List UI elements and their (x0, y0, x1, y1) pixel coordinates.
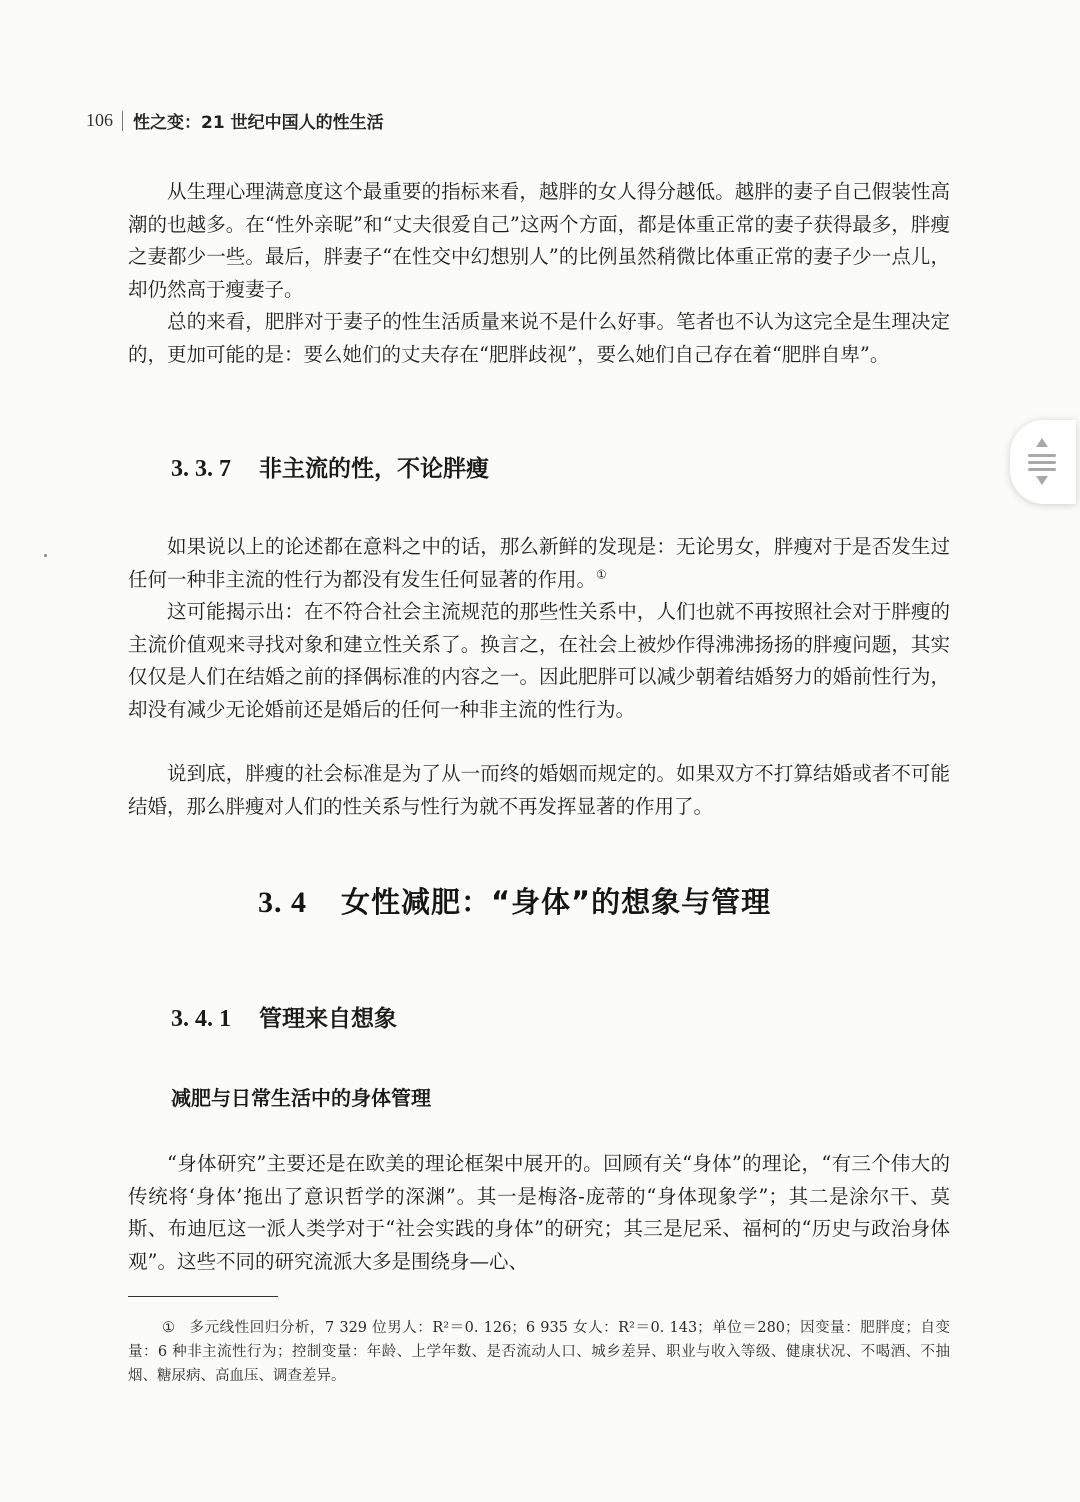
section-number: 3. 4. 1 (171, 1006, 231, 1032)
grip-line-icon (1028, 454, 1056, 457)
body-paragraph-5: 说到底，胖瘦的社会标准是为了从一而终的婚姻而规定的。如果双方不打算结婚或者不可能结婚，那么胖瘦对人们的性关系与性行为就不再发挥显著的作用了。 (128, 762, 950, 818)
footnote-reference[interactable]: ① (596, 567, 607, 581)
section-title: 非主流的性，不论胖瘦 (259, 456, 489, 482)
scan-speck (44, 554, 47, 557)
body-paragraph-6: “身体研究”主要还是在欧美的理论框架中展开的。回顾有关“身体”的理论，“有三个伟大的传统将‘身体’拖出了意识哲学的深渊”。其一是梅洛-庞蒂的“身体现象学”；其二是涂尔干、莫斯、布迪厄这一派人类学对于“社会实践的身体”的研究；其三是尼采、福柯的“历史与政治身体观”。这些不同的研究流派大多是围绕身—心、 (128, 1152, 950, 1273)
section-heading-3-4 (258, 880, 771, 921)
body-paragraph-4: 这可能揭示出：在不符合社会主流规范的那些性关系中，人们也就不再按照社会对于胖瘦的主流价值观来寻找对象和建立性关系了。换言之，在社会上被炒作得沸沸扬扬的胖瘦问题，其实仅仅是人们在结婚之前的择偶标准的内容之一。因此肥胖可以减少朝着结婚努力的婚前性行为，却没有减少无论婚前还是婚后的任何一种非主流的性行为。 (128, 600, 950, 721)
scroll-handle[interactable] (1010, 420, 1076, 504)
section-title: 女性减肥：“身体”的想象与管理 (341, 885, 772, 919)
running-header (86, 108, 384, 133)
footnote-text: 多元线性回归分析，7 329 位男人：R²＝0. 126；6 935 女人：R²＝0. 143；单位＝280；因变量：肥胖度；自变量：6 种非主流性行为；控制变量：年龄、上学年数、是否流动人口、城乡差异、职业与收入等级、健康状况、不喝酒、不抽烟、糖尿病、高血压、调查差异。 (128, 1320, 950, 1384)
body-paragraph-2: 总的来看，肥胖对于妻子的性生活质量来说不是什么好事。笔者也不认为这完全是生理决定的，更加可能的是：要么她们的丈夫存在“肥胖歧视”，要么她们自己存在着“肥胖自卑”。 (128, 310, 950, 366)
paragraph-text: 如果说以上的论述都在意料之中的话，那么新鲜的发现是：无论男女，胖瘦对于是否发生过任何一种非主流的性行为都没有发生任何显著的作用。 (128, 535, 950, 591)
footnote (128, 1316, 950, 1388)
section-number: 3. 4 (258, 886, 307, 919)
grip-line-icon (1028, 468, 1056, 471)
book-title: 性之变：21 世纪中国人的性生活 (133, 113, 384, 133)
subheading: 减肥与日常生活中的身体管理 (171, 1086, 431, 1110)
arrow-down-icon (1036, 476, 1048, 485)
section-number: 3. 3. 7 (171, 456, 231, 482)
grip-line-icon (1028, 461, 1056, 464)
body-paragraph-3 (128, 531, 950, 596)
arrow-up-icon (1036, 438, 1048, 447)
footnote-rule (128, 1296, 278, 1297)
header-divider (122, 111, 123, 131)
section-heading-3-4-1 (171, 1000, 397, 1033)
section-title: 管理来自想象 (259, 1006, 397, 1032)
page-number: 106 (86, 110, 113, 130)
section-heading-3-3-7 (171, 450, 489, 483)
footnote-mark: ① (162, 1320, 176, 1336)
body-paragraph-1: 从生理心理满意度这个最重要的指标来看，越胖的女人得分越低。越胖的妻子自己假装性高潮的也越多。在“性外亲昵”和“丈夫很爱自己”这两个方面，都是体重正常的妻子获得最多，胖瘦之妻都少一些。最后，胖妻子“在性交中幻想别人”的比例虽然稍微比体重正常的妻子少一点儿，却仍然高于瘦妻子。 (128, 180, 950, 301)
